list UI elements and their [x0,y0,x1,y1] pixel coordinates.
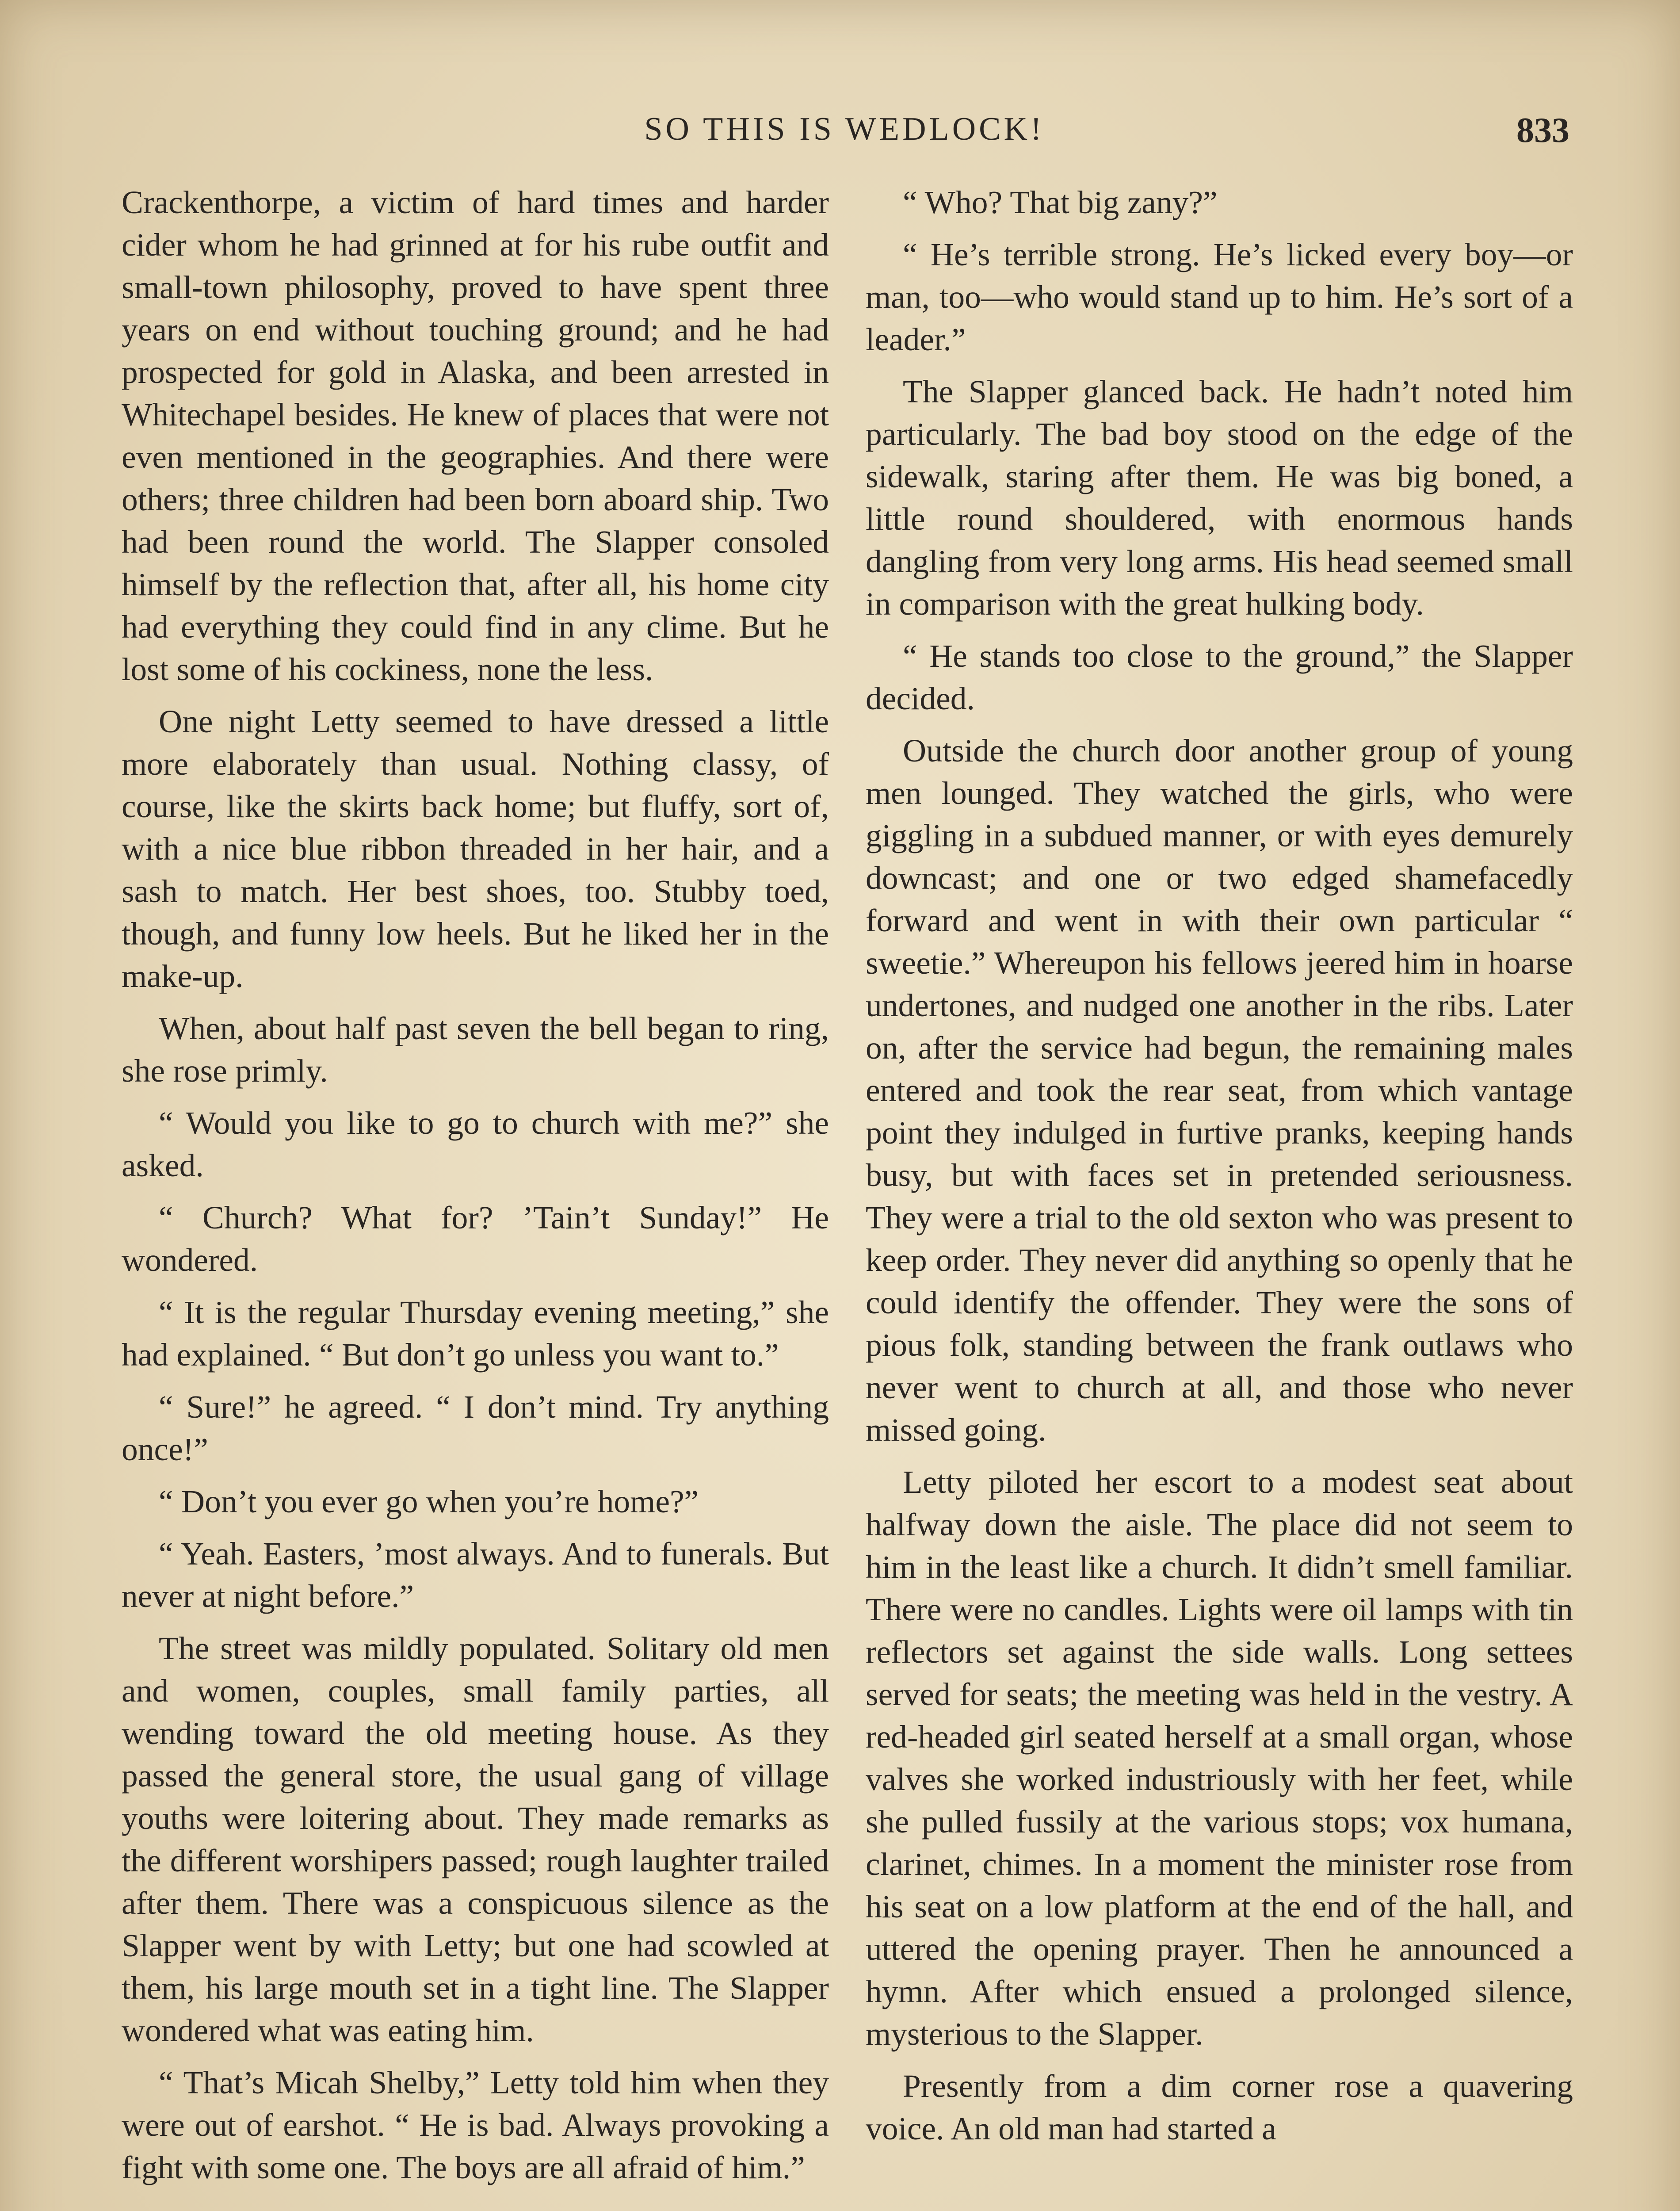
paragraph: “ Yeah. Easters, ’most always. And to funerals. But never at night before.” [122,1536,829,1614]
paragraph: Presently from a dim corner rose a quavering voice. An old man had started a [866,2068,1573,2146]
left-column [122,181,829,2199]
running-title: SO THIS IS WEDLOCK! [644,111,1045,147]
paragraph: The street was mildly populated. Solitary old men and women, couples, small family parties, all wending toward the old meeting house. As they passed the general store, the usual gang of village youths were loitering about. They made remarks as the different worshipers passed; rough laughter trailed after them. There was a conspicuous silence as the Slapper went by with Letty; but one had scowled at them, his large mouth set in a tight line. The Slapper wondered what was eating him. [122,1630,829,2048]
paragraph: “ He stands too close to the ground,” the Slapper decided. [866,638,1573,716]
paragraph: “ Don’t you ever go when you’re home?” [159,1484,699,1519]
paragraph: Letty piloted her escort to a modest seat about halfway down the aisle. The place did not seem to him in the least like a church. It didn’t smell familiar. There were no candles. Lights were oil lamps with tin reflectors set against the side walls. Long settees served for seats; the meeting was held in the vestry. A red-headed girl seated herself at a small organ, whose valves she worked industriously with her feet, while she pulled fussily at the various stops; vox humana, clarinet, chimes. In a moment the minister rose from his seat on a low platform at the end of the hall, and uttered the opening prayer. Then he announced a hymn. After which ensued a prolonged silence, mysterious to the Slapper. [866,1464,1573,2052]
paragraph: “ Who? That big zany?” [903,184,1218,220]
paragraph: “ Sure!” he agreed. “ I don’t mind. Try anything once!” [122,1389,829,1467]
paragraph: “ He’s terrible strong. He’s licked every boy—or man, too—who would stand up to him. He’s sort of a leader.” [866,237,1573,357]
paragraph: One night Letty seemed to have dressed a little more elaborately than usual. Nothing classy, of course, like the skirts back home; but fluffy, sort of, with a nice blue ribbon threaded in her hair, and a sash to match. Her best shoes, too. Stubby toed, though, and funny low heels. But he liked her in the make-up. [122,704,829,994]
paragraph: When, about half past seven the bell began to ring, she rose primly. [122,1010,829,1089]
paragraph: “ That’s Micah Shelby,” Letty told him when they were out of earshot. “ He is bad. Always provoking a fight with some one. The boys are all afraid of him.” [122,2065,829,2185]
paragraph: “ It is the regular Thursday evening meeting,” she had explained. “ But don’t go unless you want to.” [122,1294,829,1373]
page-header [119,111,1569,159]
right-column [866,181,1573,2160]
paragraph: Outside the church door another group of young men lounged. They watched the girls, who were giggling in a subdued manner, or with eyes demurely downcast; and one or two edged shamefacedly forward and went in with their own particular “ sweetie.” Whereupon his fellows jeered him in hoarse undertones, and nudged one another in the ribs. Later on, after the service had begun, the remaining males entered and took the rear seat, from which vantage point they indulged in furtive pranks, keeping hands busy, but with faces set in pretended seriousness. They were a trial to the old sexton who was present to keep order. They never did anything so openly that he could identify the offender. They were the sons of pious folk, standing between the frank outlaws who never went to church at all, and those who never missed going. [866,733,1573,1448]
page-number: 833 [1516,111,1569,150]
paragraph: The Slapper glanced back. He hadn’t noted him particularly. The bad boy stood on the edge of the sidewalk, staring after them. He was big boned, a little round shouldered, with enormous hands dangling from very long arms. His head seemed small in comparison with the great hulking body. [866,374,1573,622]
paragraph: “ Would you like to go to church with me?” she asked. [122,1105,829,1183]
paragraph: “ Church? What for? ’Tain’t Sunday!” He wondered. [122,1200,829,1278]
paragraph: Crackenthorpe, a victim of hard times and harder cider whom he had grinned at for his rube outfit and small-town philosophy, proved to have spent three years on end without touching ground; and he had prospected for gold in Alaska, and been arrested in Whitechapel besides. He knew of places that were not even mentioned in the geographies. And there were others; three children had been born aboard ship. Two had been round the world. The Slapper consoled himself by the reflection that, after all, his home city had everything they could find in any clime. But he lost some of his cockiness, none the less. [122,184,829,687]
